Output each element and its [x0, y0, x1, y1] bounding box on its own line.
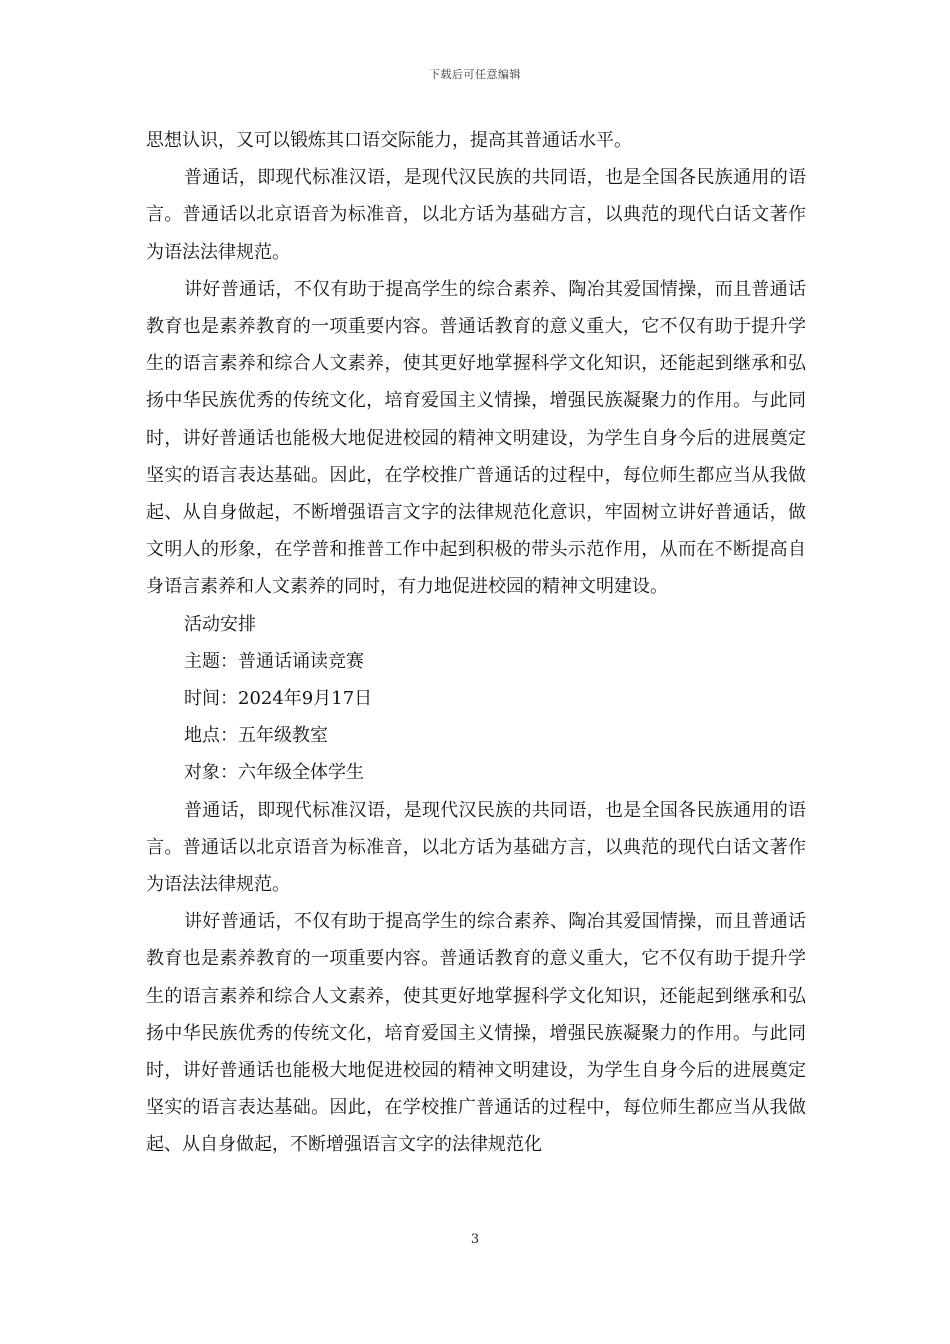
activity-participants: 对象：六年级全体学生 [184, 762, 364, 784]
document-body [146, 122, 806, 1164]
paragraph-putonghua-definition: 普通话，即现代标准汉语，是现代汉民族的共同语，也是全国各民族通用的语言。普通话以北京语音为标准音，以北方话为基础方言，以典范的现代白话文著作为语法法律规范。 [146, 167, 806, 263]
page-header-note: 下载后可任意编辑 [429, 68, 521, 81]
activity-theme: 主题：普通话诵读竞赛 [184, 650, 364, 672]
paragraph-putonghua-importance-repeat: 讲好普通话，不仅有助于提高学生的综合素养、陶冶其爱国情操，而且普通话教育也是素养教育的一项重要内容。普通话教育的意义重大，它不仅有助于提升学生的语言素养和综合人文素养，使其更好地掌握科学文化知识，还能起到继承和弘扬中华民族优秀的传统文化，培育爱国主义情操，增强民族凝聚力的作用。与此同时，讲好普通话也能极大地促进校园的精神文明建设，为学生自身今后的进展奠定坚实的语言表达基础。因此，在学校推广普通话的过程中，每位师生都应当从我做起、从自身做起，不断增强语言文字的法律规范化 [146, 911, 806, 1156]
activity-location: 地点：五年级教室 [184, 725, 328, 747]
paragraph-putonghua-definition-repeat: 普通话，即现代标准汉语，是现代汉民族的共同语，也是全国各民族通用的语言。普通话以北京语音为标准音，以北方话为基础方言，以典范的现代白话文著作为语法法律规范。 [146, 799, 806, 896]
activity-time: 时间：2024年9月17日 [184, 688, 373, 710]
page-number: 3 [470, 1232, 480, 1247]
paragraph-continuation: 思想认识，又可以锻炼其口语交际能力，提高其普通话水平。 [146, 130, 632, 151]
paragraph-putonghua-importance: 讲好普通话，不仅有助于提高学生的综合素养、陶冶其爱国情操，而且普通话教育也是素养教育的一项重要内容。普通话教育的意义重大，它不仅有助于提升学生的语言素养和综合人文素养，使其更好地掌握科学文化知识，还能起到继承和弘扬中华民族优秀的传统文化，培育爱国主义情操，增强民族凝聚力的作用。与此同时，讲好普通话也能极大地促进校园的精神文明建设，为学生自身今后的进展奠定坚实的语言表达基础。因此，在学校推广普通话的过程中，每位师生都应当从我做起、从自身做起，不断增强语言文字的法律规范化意识，牢固树立讲好普通话，做文明人的形象，在学普和推普工作中起到积极的带头示范作用，从而在不断提高自身语言素养和人文素养的同时，有力地促进校园的精神文明建设。 [146, 278, 806, 598]
section-heading-activity: 活动安排 [184, 613, 256, 635]
